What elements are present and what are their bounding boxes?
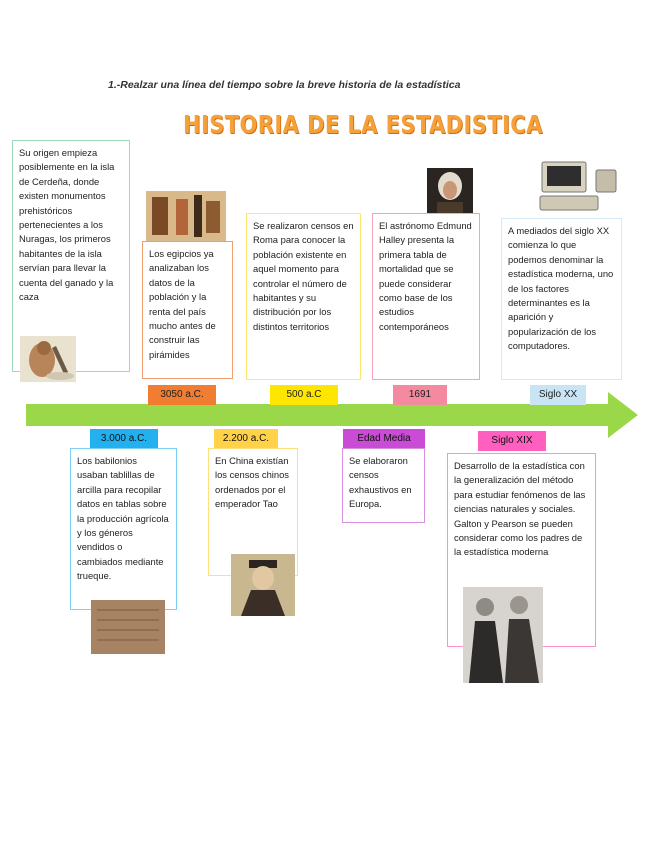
label-siglo-xx: Siglo XX xyxy=(530,385,586,405)
event-card-siglo-xx xyxy=(501,218,622,380)
event-card-egypt xyxy=(142,241,233,379)
event-card-halley xyxy=(372,213,480,380)
label-3000: 3.000 a.C. xyxy=(90,429,158,449)
label-2200: 2.200 a.C. xyxy=(214,429,278,449)
label-500: 500 a.C xyxy=(270,385,338,405)
event-text: Desarrollo de la estadística con la generalización del método para estudiar fenómenos de las ciencias naturales y sociales. Galton y Pearson se pueden considerar como los padres de la estadística moderna xyxy=(454,460,586,558)
event-card-rome xyxy=(246,213,361,380)
instruction-text: 1.-Realzar una línea del tiempo sobre la breve historia de la estadística xyxy=(108,79,461,91)
event-text: Se realizaron censos en Roma para conocer la población existente en aquel momento para controlar el número de habitantes y su distribución por los distintos territorios xyxy=(253,220,354,332)
clay-tablet xyxy=(91,600,165,654)
label-1691: 1691 xyxy=(393,385,447,405)
label-siglo-xix: Siglo XIX xyxy=(478,431,546,451)
page-title: HISTORIA DE LA ESTADISTICA xyxy=(183,110,543,139)
chinese-emperor-portrait xyxy=(231,554,295,616)
galton-pearson-photo xyxy=(463,587,543,683)
event-text: Los egipcios ya analizaban los datos de la población y la renta del país mucho antes de construir las pirámides xyxy=(149,248,216,360)
event-text: A mediados del siglo XX comienza lo que podemos denominar la estadística moderna, uno de los factores determinantes es la aparición y popularización de los computadores. xyxy=(508,225,614,352)
event-card-edad-media xyxy=(342,448,425,523)
caveman-illustration xyxy=(20,336,76,382)
computer-icon xyxy=(536,160,620,216)
egyptian-papyrus xyxy=(146,191,226,241)
label-3050: 3050 a.C. xyxy=(148,385,216,405)
event-text: Los babilonios usaban tablillas de arcilla para recopilar datos en tablas sobre la producción agrícola y los géneros vendidos o cambiados mediante trueque. xyxy=(77,455,169,582)
event-text: Su origen empieza posiblemente en la isla de Cerdeña, donde existen monumentos prehistóricos pertenecientes a los Nuragas, los primeros habitantes de la isla servían para llevar la cuenta del ganado y la caza xyxy=(19,147,115,303)
halley-portrait xyxy=(427,168,473,214)
event-text: En China existían los censos chinos ordenados por el emperador Tao xyxy=(215,455,289,510)
label-edad-media: Edad Media xyxy=(343,429,425,449)
event-card-babylon xyxy=(70,448,177,610)
event-text: El astrónomo Edmund Halley presenta la primera tabla de mortalidad que se puede considerar como base de los estudios contemporáneos xyxy=(379,220,472,332)
event-text: Se elaboraron censos exhaustivos en Europa. xyxy=(349,455,412,510)
